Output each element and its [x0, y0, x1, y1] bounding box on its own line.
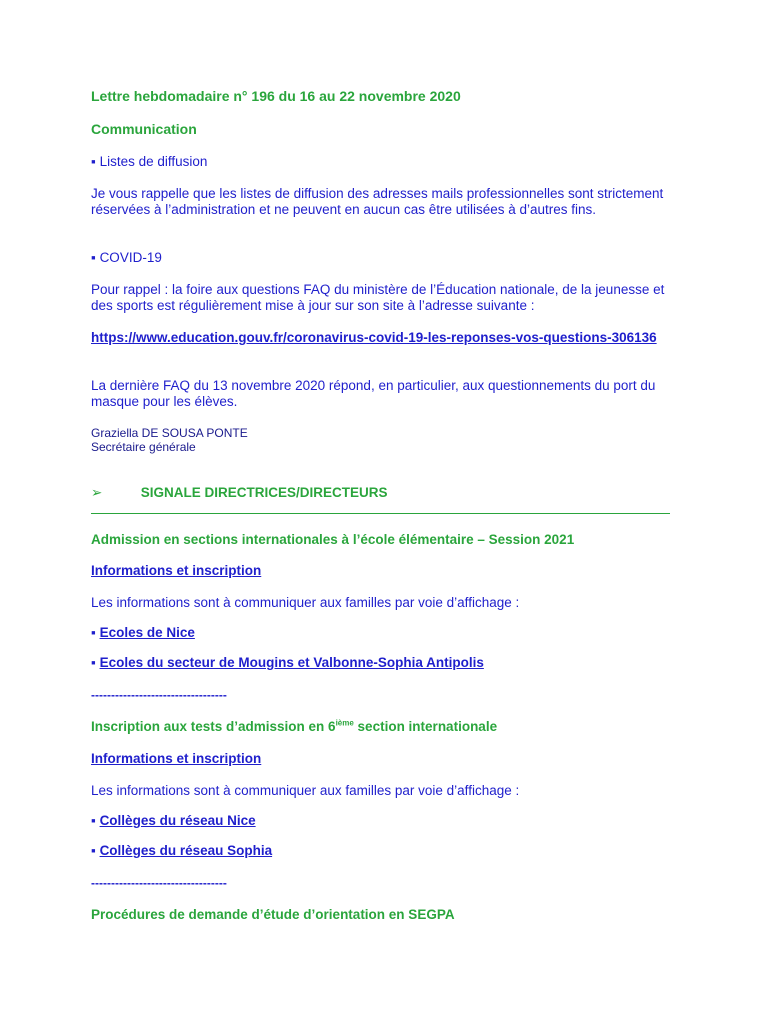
bullet: ▪ — [91, 655, 96, 670]
signale-heading: SIGNALE DIRECTRICES/DIRECTEURS — [140, 485, 388, 500]
admission-item-1 — [91, 625, 680, 641]
segpa-title: Procédures de demande d’étude d’orientation en SEGPA — [91, 907, 455, 922]
signature-role: Secrétaire générale — [91, 440, 196, 454]
link-ecoles-nice[interactable]: Ecoles de Nice — [99, 625, 195, 640]
item-covid — [91, 250, 680, 266]
tests-info-text: Les informations sont à communiquer aux familles par voie d’affichage : — [91, 783, 520, 798]
tests-title-sup: ième — [335, 718, 354, 728]
divider — [91, 513, 670, 514]
link-ecoles-mougins[interactable]: Ecoles du secteur de Mougins et Valbonne-Sophia Antipolis — [99, 655, 484, 670]
item-listes-diffusion — [91, 154, 680, 170]
letter-title: Lettre hebdomadaire n° 196 du 16 au 22 novembre 2020 — [91, 88, 461, 104]
bullet: ▪ — [91, 154, 96, 169]
separator: ---------------------------------- — [91, 688, 227, 702]
tests-info-link[interactable]: Informations et inscription — [91, 751, 262, 766]
tests-item-1 — [91, 813, 680, 829]
separator: ---------------------------------- — [91, 876, 227, 890]
tests-title-post: section internationale — [353, 719, 498, 734]
item-label: COVID-19 — [99, 250, 162, 265]
signature-name: Graziella DE SOUSA PONTE — [91, 426, 248, 440]
bullet: ▪ — [91, 625, 96, 640]
arrow-icon: ➢ — [91, 485, 103, 501]
tests-title — [91, 719, 680, 735]
signale-heading-line — [91, 485, 680, 501]
tests-item-2 — [91, 843, 680, 859]
item-listes-text: Je vous rappelle que les listes de diffusion des adresses mails professionnelles sont strictement réservées à l’administration et ne peuvent en aucun cas être utilisées à d’autres fins. — [91, 186, 664, 217]
tests-info-line — [91, 751, 680, 767]
admission-info-link[interactable]: Informations et inscription — [91, 563, 262, 578]
admission-title: Admission en sections internationales à l’école élémentaire – Session 2021 — [91, 532, 575, 547]
item-label: Listes de diffusion — [99, 154, 208, 169]
section-communication: Communication — [91, 121, 197, 137]
bullet: ▪ — [91, 813, 96, 828]
faq-link-line — [91, 330, 680, 346]
faq-text: La dernière FAQ du 13 novembre 2020 répond, en particulier, aux questionnements du port du masque pour les élèves. — [91, 378, 656, 409]
admission-info-line — [91, 563, 680, 579]
link-colleges-sophia[interactable]: Collèges du réseau Sophia — [99, 843, 273, 858]
faq-link[interactable]: https://www.education.gouv.fr/coronavirus-covid-19-les-reponses-vos-questions-306136 — [91, 330, 657, 345]
tests-title-pre: Inscription aux tests d’admission en 6 — [91, 719, 336, 734]
admission-item-2 — [91, 655, 680, 671]
bullet: ▪ — [91, 250, 96, 265]
item-covid-text: Pour rappel : la foire aux questions FAQ du ministère de l’Éducation nationale, de la jeunesse et des sports est régulièrement mise à jour sur son site à l’adresse suivante : — [91, 282, 665, 313]
admission-info-text: Les informations sont à communiquer aux familles par voie d’affichage : — [91, 595, 520, 610]
link-colleges-nice[interactable]: Collèges du réseau Nice — [99, 813, 256, 828]
bullet: ▪ — [91, 843, 96, 858]
